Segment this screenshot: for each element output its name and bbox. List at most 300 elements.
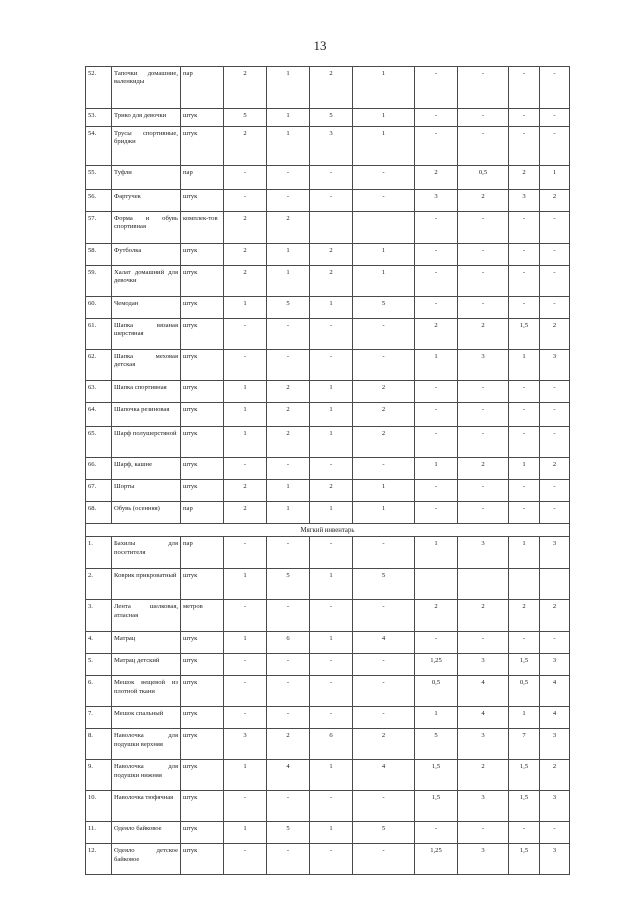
unit-of-measure: метров <box>181 600 224 632</box>
norm-value: - <box>310 458 353 480</box>
norm-value: 1 <box>224 297 267 319</box>
unit-of-measure: штук <box>181 729 224 760</box>
norm-value: 1 <box>267 244 310 266</box>
norm-value: 2 <box>540 319 570 350</box>
norm-value <box>310 212 353 244</box>
item-name: Трико для девочки <box>112 109 181 127</box>
norm-value: - <box>353 350 415 381</box>
row-number: 68. <box>86 502 112 524</box>
norm-value: - <box>415 212 458 244</box>
norm-value: - <box>267 537 310 569</box>
row-number: 55. <box>86 166 112 190</box>
norm-value: 1,5 <box>509 654 540 676</box>
norm-value: 2 <box>509 166 540 190</box>
norm-value: - <box>353 654 415 676</box>
norm-value: 1 <box>353 127 415 166</box>
norm-value: 2 <box>540 458 570 480</box>
norm-value: 5 <box>267 822 310 844</box>
section-title: Мягкий инвентарь <box>86 524 570 537</box>
norm-value: - <box>353 676 415 707</box>
norm-value: 2 <box>540 190 570 212</box>
item-name: Туфли <box>112 166 181 190</box>
row-number: 5. <box>86 654 112 676</box>
norm-value: 5 <box>353 569 415 600</box>
unit-of-measure: штук <box>181 569 224 600</box>
table-row <box>86 569 570 600</box>
row-number: 7. <box>86 707 112 729</box>
norm-value: 3 <box>458 350 509 381</box>
item-name: Матрац детский <box>112 654 181 676</box>
norm-value: - <box>267 844 310 875</box>
norm-value: 0,5 <box>415 676 458 707</box>
row-number: 6. <box>86 676 112 707</box>
norm-value: 3 <box>458 654 509 676</box>
norm-value: - <box>509 632 540 654</box>
table-row <box>86 480 570 502</box>
norm-value <box>353 212 415 244</box>
row-number: 1. <box>86 537 112 569</box>
norm-value: - <box>540 822 570 844</box>
norm-value: - <box>540 502 570 524</box>
table-row <box>86 822 570 844</box>
norm-value: - <box>415 297 458 319</box>
norm-value: 1,25 <box>415 654 458 676</box>
unit-of-measure: штук <box>181 319 224 350</box>
norm-value: 1 <box>224 569 267 600</box>
item-name: Бахилы для посетителя <box>112 537 181 569</box>
norm-value: - <box>540 67 570 109</box>
table-row <box>86 707 570 729</box>
norm-value: - <box>310 707 353 729</box>
row-number: 4. <box>86 632 112 654</box>
norm-value: 3 <box>540 654 570 676</box>
norm-value: - <box>224 676 267 707</box>
row-number: 62. <box>86 350 112 381</box>
item-name: Чемодан <box>112 297 181 319</box>
norm-value: - <box>310 537 353 569</box>
norm-value: 1 <box>224 822 267 844</box>
norm-value: - <box>540 632 570 654</box>
item-name: Одеяло байковое <box>112 822 181 844</box>
norm-value: 1 <box>267 109 310 127</box>
row-number: 8. <box>86 729 112 760</box>
norm-value: 1,25 <box>415 844 458 875</box>
norm-value: - <box>310 844 353 875</box>
norm-value: - <box>458 632 509 654</box>
norm-value: 2 <box>224 480 267 502</box>
norm-value: 6 <box>310 729 353 760</box>
row-number: 2. <box>86 569 112 600</box>
norm-value: - <box>540 480 570 502</box>
norm-value: - <box>540 381 570 403</box>
item-name: Трусы спортивные, бриджи <box>112 127 181 166</box>
norm-value: 1,5 <box>509 791 540 822</box>
norm-value: - <box>458 297 509 319</box>
item-name: Форма и обувь спортивная <box>112 212 181 244</box>
norm-value: - <box>458 480 509 502</box>
row-number: 11. <box>86 822 112 844</box>
norm-value: - <box>509 403 540 427</box>
norm-value: 1 <box>509 350 540 381</box>
norm-value: - <box>540 297 570 319</box>
table-row <box>86 729 570 760</box>
norm-value: - <box>267 350 310 381</box>
table-row <box>86 166 570 190</box>
norm-value: - <box>415 502 458 524</box>
row-number: 65. <box>86 427 112 458</box>
norm-value <box>509 569 540 600</box>
unit-of-measure: штук <box>181 127 224 166</box>
norm-value: 1 <box>353 266 415 297</box>
norm-value: 3 <box>458 844 509 875</box>
norm-value: - <box>509 502 540 524</box>
norm-value: - <box>224 844 267 875</box>
norm-value: 3 <box>509 190 540 212</box>
norm-value: 1 <box>310 427 353 458</box>
norm-value: 3 <box>540 729 570 760</box>
unit-of-measure: штук <box>181 190 224 212</box>
norm-value: 0,5 <box>458 166 509 190</box>
unit-of-measure: комплек-тов <box>181 212 224 244</box>
page-number: 13 <box>313 38 327 53</box>
norm-value: 4 <box>458 707 509 729</box>
table-row <box>86 190 570 212</box>
norm-value: - <box>267 319 310 350</box>
norm-value: - <box>415 109 458 127</box>
row-number: 52. <box>86 67 112 109</box>
table-row <box>86 600 570 632</box>
norm-value: 1 <box>353 67 415 109</box>
norm-value: 4 <box>353 632 415 654</box>
norm-value: 2 <box>353 381 415 403</box>
norm-value: - <box>267 190 310 212</box>
table-row <box>86 109 570 127</box>
norm-value: 2 <box>267 427 310 458</box>
row-number: 56. <box>86 190 112 212</box>
norm-value: 2 <box>353 427 415 458</box>
norm-value: 3 <box>310 127 353 166</box>
norm-value: - <box>458 212 509 244</box>
norm-value: 1 <box>310 760 353 791</box>
table-row <box>86 502 570 524</box>
norm-value: - <box>353 600 415 632</box>
norm-value: 3 <box>415 190 458 212</box>
norm-value: 2 <box>310 244 353 266</box>
norm-value: 2 <box>509 600 540 632</box>
norm-value: 2 <box>540 600 570 632</box>
norm-value: 4 <box>540 676 570 707</box>
norm-value: - <box>415 266 458 297</box>
unit-of-measure: штук <box>181 297 224 319</box>
norm-value: - <box>224 654 267 676</box>
norm-value: 3 <box>458 729 509 760</box>
norm-value: 3 <box>224 729 267 760</box>
norm-value: - <box>458 381 509 403</box>
item-name: Шарф, кашне <box>112 458 181 480</box>
norm-value: - <box>540 109 570 127</box>
norm-value: - <box>310 600 353 632</box>
norm-value: - <box>267 654 310 676</box>
row-number: 3. <box>86 600 112 632</box>
item-name: Фартучек <box>112 190 181 212</box>
section-row <box>86 524 570 537</box>
norm-value: 1 <box>267 127 310 166</box>
norm-value: 2 <box>353 729 415 760</box>
norm-value: 0,5 <box>509 676 540 707</box>
norm-value: 1,5 <box>509 319 540 350</box>
norm-value: - <box>310 654 353 676</box>
item-name: Лента шелковая, атласная <box>112 600 181 632</box>
norm-value: 2 <box>267 212 310 244</box>
norm-value: 1 <box>509 458 540 480</box>
norm-value: 5 <box>310 109 353 127</box>
norm-value: 1 <box>353 480 415 502</box>
item-name: Футболка <box>112 244 181 266</box>
unit-of-measure: штук <box>181 244 224 266</box>
norm-value: 2 <box>458 760 509 791</box>
norm-value: - <box>353 319 415 350</box>
norm-value: 2 <box>458 190 509 212</box>
norm-value: - <box>267 166 310 190</box>
table-row <box>86 244 570 266</box>
norm-value: 2 <box>458 319 509 350</box>
norm-value: - <box>458 502 509 524</box>
item-name: Наволочка тюфячная <box>112 791 181 822</box>
table-row <box>86 676 570 707</box>
norm-value: 2 <box>310 480 353 502</box>
table-row <box>86 381 570 403</box>
norm-value: 5 <box>267 569 310 600</box>
norm-value: - <box>415 127 458 166</box>
norm-value: 7 <box>509 729 540 760</box>
norm-value: - <box>458 266 509 297</box>
norm-value: 5 <box>415 729 458 760</box>
norm-value: - <box>310 676 353 707</box>
unit-of-measure: штук <box>181 480 224 502</box>
norms-table <box>85 66 570 875</box>
table-row <box>86 760 570 791</box>
item-name: Шапка меховая детская <box>112 350 181 381</box>
norm-value: 2 <box>310 67 353 109</box>
norm-value: - <box>310 791 353 822</box>
table-row <box>86 458 570 480</box>
table-row <box>86 350 570 381</box>
norm-value <box>458 569 509 600</box>
norm-value: 1 <box>224 632 267 654</box>
unit-of-measure: штук <box>181 676 224 707</box>
norm-value: 1 <box>353 502 415 524</box>
norm-value: 1 <box>224 403 267 427</box>
norm-value: 2 <box>224 244 267 266</box>
unit-of-measure: штук <box>181 844 224 875</box>
norm-value: 5 <box>353 822 415 844</box>
norm-value: - <box>509 297 540 319</box>
row-number: 53. <box>86 109 112 127</box>
item-name: Матрац <box>112 632 181 654</box>
norm-value: 1 <box>415 458 458 480</box>
unit-of-measure: пар <box>181 502 224 524</box>
item-name: Коврик прикроватный <box>112 569 181 600</box>
norm-value: 1 <box>267 67 310 109</box>
norm-value: - <box>415 244 458 266</box>
table-section-header <box>86 524 570 537</box>
unit-of-measure: штук <box>181 632 224 654</box>
norm-value: - <box>224 190 267 212</box>
norm-value: 1 <box>310 297 353 319</box>
norm-value: - <box>267 676 310 707</box>
table-row <box>86 297 570 319</box>
norm-value: 1 <box>310 502 353 524</box>
norm-value: 1 <box>267 266 310 297</box>
row-number: 9. <box>86 760 112 791</box>
norm-value: 1 <box>224 427 267 458</box>
norm-value: - <box>458 244 509 266</box>
norm-value: - <box>458 403 509 427</box>
unit-of-measure: пар <box>181 67 224 109</box>
norm-value: - <box>458 822 509 844</box>
norm-value: 1 <box>224 760 267 791</box>
norm-value: 2 <box>267 403 310 427</box>
row-number: 57. <box>86 212 112 244</box>
norm-value: - <box>310 350 353 381</box>
unit-of-measure: штук <box>181 822 224 844</box>
norm-value: 5 <box>267 297 310 319</box>
item-name: Одеяло детское байковое <box>112 844 181 875</box>
norm-value: - <box>415 403 458 427</box>
norm-value: 1 <box>415 537 458 569</box>
table-body-clothing <box>86 67 570 524</box>
unit-of-measure: пар <box>181 166 224 190</box>
norm-value: - <box>509 822 540 844</box>
norm-value: 2 <box>224 127 267 166</box>
norm-value: 2 <box>224 67 267 109</box>
norm-value: - <box>509 266 540 297</box>
unit-of-measure: штук <box>181 654 224 676</box>
norm-value: 1 <box>509 707 540 729</box>
table-row <box>86 427 570 458</box>
norm-value: 1,5 <box>509 844 540 875</box>
norm-value: - <box>415 480 458 502</box>
norm-value: - <box>267 707 310 729</box>
table-row <box>86 654 570 676</box>
norm-value: 2 <box>540 760 570 791</box>
unit-of-measure: штук <box>181 427 224 458</box>
norm-value: - <box>509 67 540 109</box>
row-number: 54. <box>86 127 112 166</box>
norm-value: - <box>310 166 353 190</box>
norm-value: - <box>224 458 267 480</box>
norm-value: 1 <box>509 537 540 569</box>
norm-value: - <box>224 791 267 822</box>
norm-value: 2 <box>415 319 458 350</box>
norm-value: 2 <box>458 600 509 632</box>
norm-value: - <box>509 212 540 244</box>
norm-value: 1 <box>540 166 570 190</box>
norm-value: 3 <box>458 537 509 569</box>
item-name: Наволочка для подушки верхняя <box>112 729 181 760</box>
norm-value: - <box>458 127 509 166</box>
unit-of-measure: штук <box>181 350 224 381</box>
norm-value: 2 <box>224 266 267 297</box>
item-name: Наволочка для подушки нижняя <box>112 760 181 791</box>
norm-value: 5 <box>224 109 267 127</box>
norm-value: 2 <box>415 600 458 632</box>
norm-value: 2 <box>415 166 458 190</box>
norm-value: 2 <box>267 381 310 403</box>
norm-value: 1 <box>310 569 353 600</box>
table-body-soft-inventory <box>86 537 570 875</box>
row-number: 60. <box>86 297 112 319</box>
norm-value: - <box>224 319 267 350</box>
table-row <box>86 632 570 654</box>
norm-value: 4 <box>353 760 415 791</box>
unit-of-measure: штук <box>181 791 224 822</box>
norm-value: 1 <box>353 244 415 266</box>
table-row <box>86 127 570 166</box>
norm-value: 1 <box>415 350 458 381</box>
norm-value: 4 <box>540 707 570 729</box>
table-row <box>86 403 570 427</box>
norm-value: - <box>310 319 353 350</box>
norm-value: 3 <box>540 350 570 381</box>
norm-value: 2 <box>310 266 353 297</box>
item-name: Мешок вещевой из плотной ткани <box>112 676 181 707</box>
norm-value: - <box>540 244 570 266</box>
norm-value: 4 <box>458 676 509 707</box>
row-number: 67. <box>86 480 112 502</box>
norm-value: - <box>540 427 570 458</box>
item-name: Тапочки домашние, валенкиды <box>112 67 181 109</box>
norm-value: - <box>353 537 415 569</box>
item-name: Шапка вязаная шерстяная <box>112 319 181 350</box>
norm-value: - <box>224 707 267 729</box>
item-name: Шапка спортивная <box>112 381 181 403</box>
item-name: Шорты <box>112 480 181 502</box>
norm-value: - <box>267 600 310 632</box>
norm-value: - <box>540 266 570 297</box>
table-row <box>86 791 570 822</box>
row-number: 12. <box>86 844 112 875</box>
norm-value: - <box>415 427 458 458</box>
norm-value: 3 <box>458 791 509 822</box>
norm-value: 2 <box>224 212 267 244</box>
norm-value: - <box>509 109 540 127</box>
row-number: 66. <box>86 458 112 480</box>
norm-value: - <box>540 127 570 166</box>
unit-of-measure: штук <box>181 403 224 427</box>
norm-value: - <box>540 212 570 244</box>
norm-value: 1 <box>415 707 458 729</box>
norm-value: 1 <box>224 381 267 403</box>
unit-of-measure: штук <box>181 109 224 127</box>
table-row <box>86 537 570 569</box>
norm-value: 1 <box>310 632 353 654</box>
norm-value: - <box>353 190 415 212</box>
unit-of-measure: штук <box>181 381 224 403</box>
unit-of-measure: штук <box>181 266 224 297</box>
norm-value: 2 <box>353 403 415 427</box>
norm-value: 1 <box>267 502 310 524</box>
norm-value: - <box>353 458 415 480</box>
item-name: Шарф полушерстяной <box>112 427 181 458</box>
table-row <box>86 844 570 875</box>
row-number: 10. <box>86 791 112 822</box>
norm-value: 1 <box>267 480 310 502</box>
norm-value: - <box>415 381 458 403</box>
norm-value: - <box>509 127 540 166</box>
row-number: 61. <box>86 319 112 350</box>
norm-value: - <box>458 427 509 458</box>
